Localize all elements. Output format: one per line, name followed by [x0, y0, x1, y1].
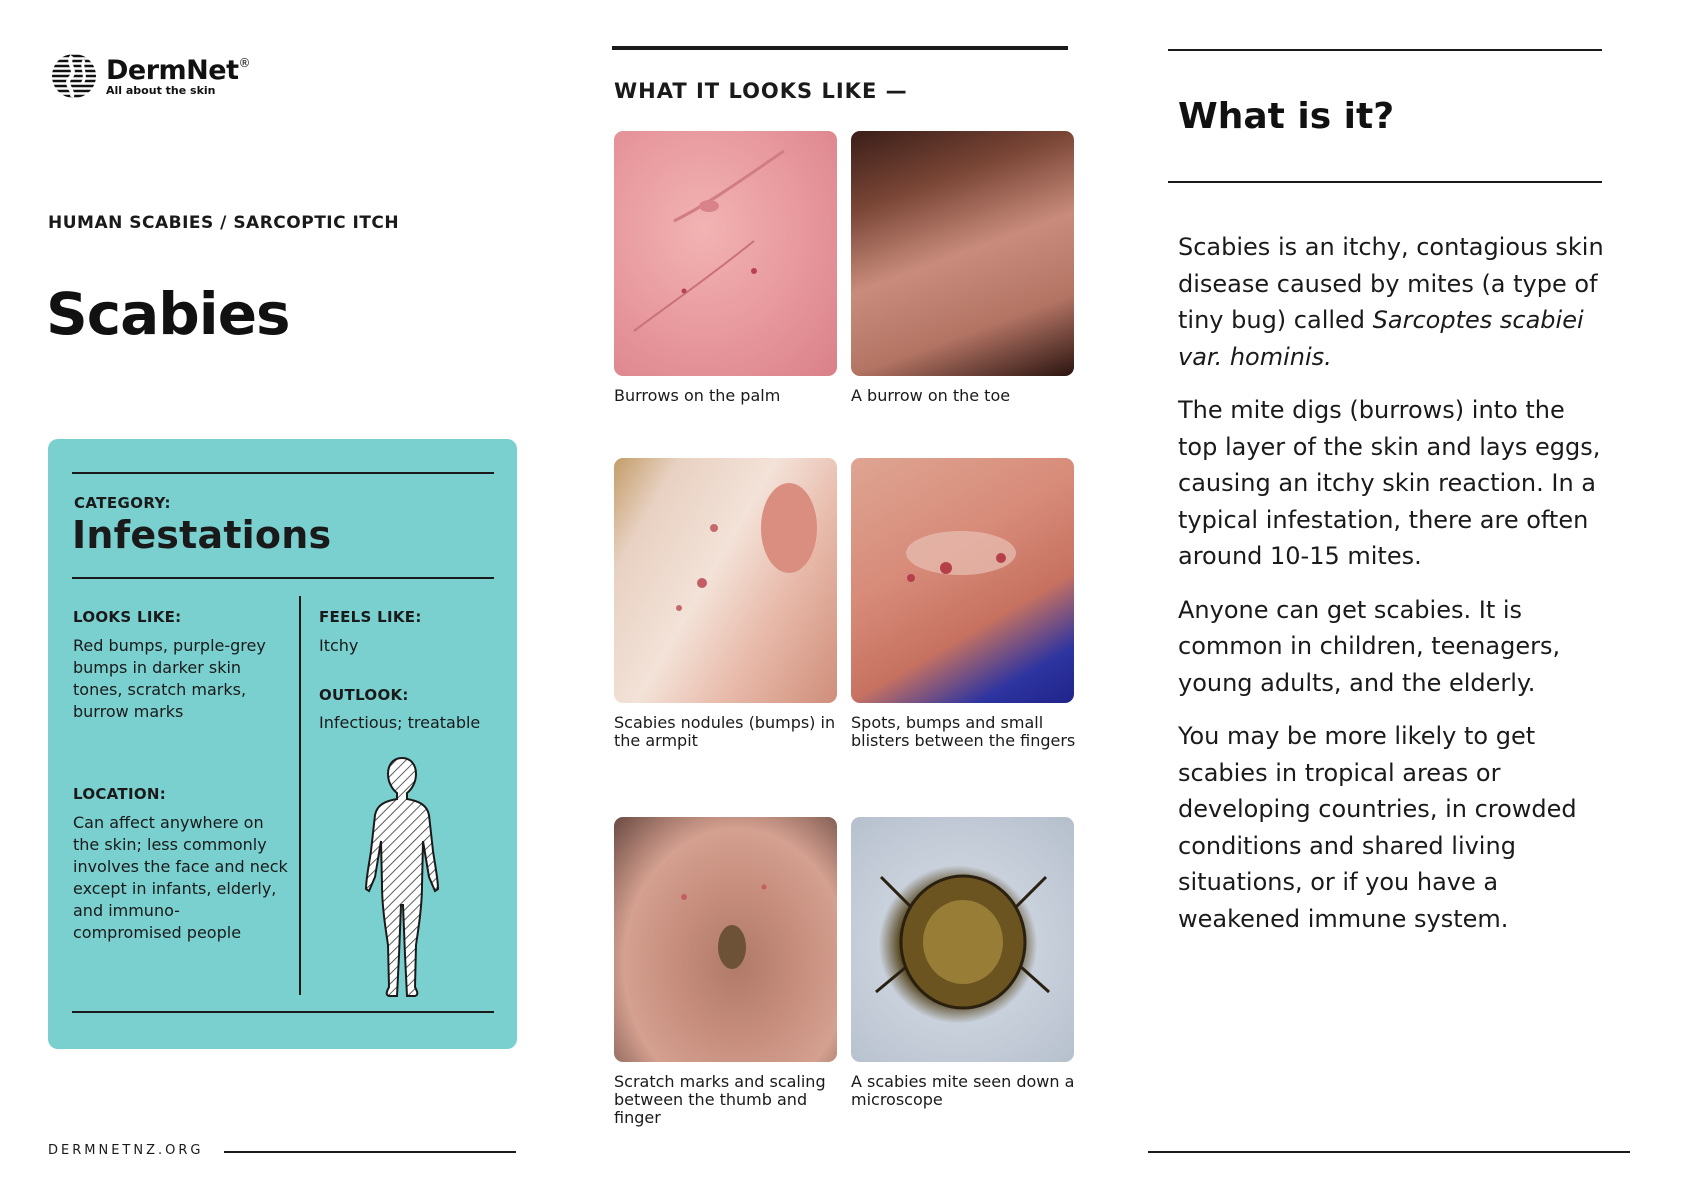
looks-like-text: Red bumps, purple-grey bumps in darker skin tones, scratch marks, burrow marks — [73, 636, 266, 721]
card-column-divider — [299, 596, 301, 995]
card-mid-rule — [72, 577, 494, 579]
outlook-text: Infectious; treatable — [319, 713, 481, 732]
photo-mite-microscope[interactable] — [851, 817, 1074, 1062]
page-title: Scabies — [46, 280, 290, 348]
location-text: Can affect anywhere on the skin; less commonly involves the face and neck except in infants, elderly, and immuno-compromised people — [73, 813, 288, 942]
caption-fingers: Spots, bumps and small blisters between the fingers — [851, 713, 1076, 750]
palm-creases-graphic — [614, 131, 837, 376]
about-paragraph-1 — [1178, 229, 1608, 375]
finger-blisters-graphic — [851, 458, 1074, 703]
about-paragraph-2: The mite digs (burrows) into the top layer of the skin and lays eggs, causing an itchy skin reaction. In a typical infestation, there are often around 10-15 mites. — [1178, 396, 1601, 570]
location-label: LOCATION: — [73, 785, 167, 803]
about-paragraph-4: You may be more likely to get scabies in tropical areas or developing countries, in crowded conditions and shared living situations, or if you have a weakened immune system. — [1178, 722, 1577, 933]
photo-armpit-nodules[interactable] — [614, 458, 837, 703]
armpit-graphic — [614, 458, 837, 703]
page-subtitle: HUMAN SCABIES / SARCOPTIC ITCH — [48, 213, 400, 233]
registered-mark: ® — [238, 55, 250, 70]
category-label: CATEGORY: — [74, 494, 171, 512]
caption-palm: Burrows on the palm — [614, 386, 781, 405]
photo-toe-burrow[interactable] — [851, 131, 1074, 376]
card-bottom-rule — [72, 1011, 494, 1013]
about-paragraph-3: Anyone can get scabies. It is common in children, teenagers, young adults, and the elderly. — [1178, 595, 1561, 697]
mite-graphic — [851, 817, 1074, 1062]
scientific-name: Sarcoptes scabiei var. hominis. — [1178, 306, 1584, 371]
gallery-heading: WHAT IT LOOKS LIKE — — [614, 79, 908, 103]
caption-scratch: Scratch marks and scaling between the thumb and finger — [614, 1072, 826, 1127]
caption-mite: A scabies mite seen down a microscope — [851, 1072, 1075, 1109]
feels-like-text: Itchy — [319, 636, 359, 655]
looks-like-label: LOOKS LIKE: — [73, 608, 182, 626]
caption-armpit: Scabies nodules (bumps) in the armpit — [614, 713, 836, 750]
feels-like-label: FEELS LIKE: — [319, 608, 422, 626]
outlook-label: OUTLOOK: — [319, 686, 409, 704]
caption-toe: A burrow on the toe — [851, 386, 1011, 405]
gallery-top-rule — [612, 46, 1068, 50]
footer-rule-right — [1148, 1151, 1630, 1153]
site-url-link[interactable]: DERMNETNZ.ORG — [48, 1143, 204, 1158]
about-top-rule — [1168, 49, 1602, 51]
card-top-rule — [72, 472, 494, 474]
footer-rule-left — [224, 1151, 516, 1153]
brand-logo[interactable] — [48, 50, 250, 102]
category-value: Infestations — [72, 513, 332, 557]
globe-logo-icon — [48, 50, 100, 102]
brand-tagline: All about the skin — [106, 83, 216, 97]
photo-palm-burrows[interactable] — [614, 131, 837, 376]
about-p1-text: Scabies is an itchy, contagious skin disease caused by mites (a type of tiny bug) called — [1178, 233, 1604, 334]
photo-finger-blisters[interactable] — [851, 458, 1074, 703]
photo-scratch-marks[interactable] — [614, 817, 837, 1062]
body-map-icon — [361, 755, 443, 999]
about-title-rule — [1168, 181, 1602, 183]
summary-card — [48, 439, 517, 1049]
about-title: What is it? — [1178, 96, 1395, 137]
scratch-graphic — [614, 817, 837, 1062]
brand-name: DermNet — [106, 54, 239, 86]
about-body — [1178, 229, 1608, 954]
